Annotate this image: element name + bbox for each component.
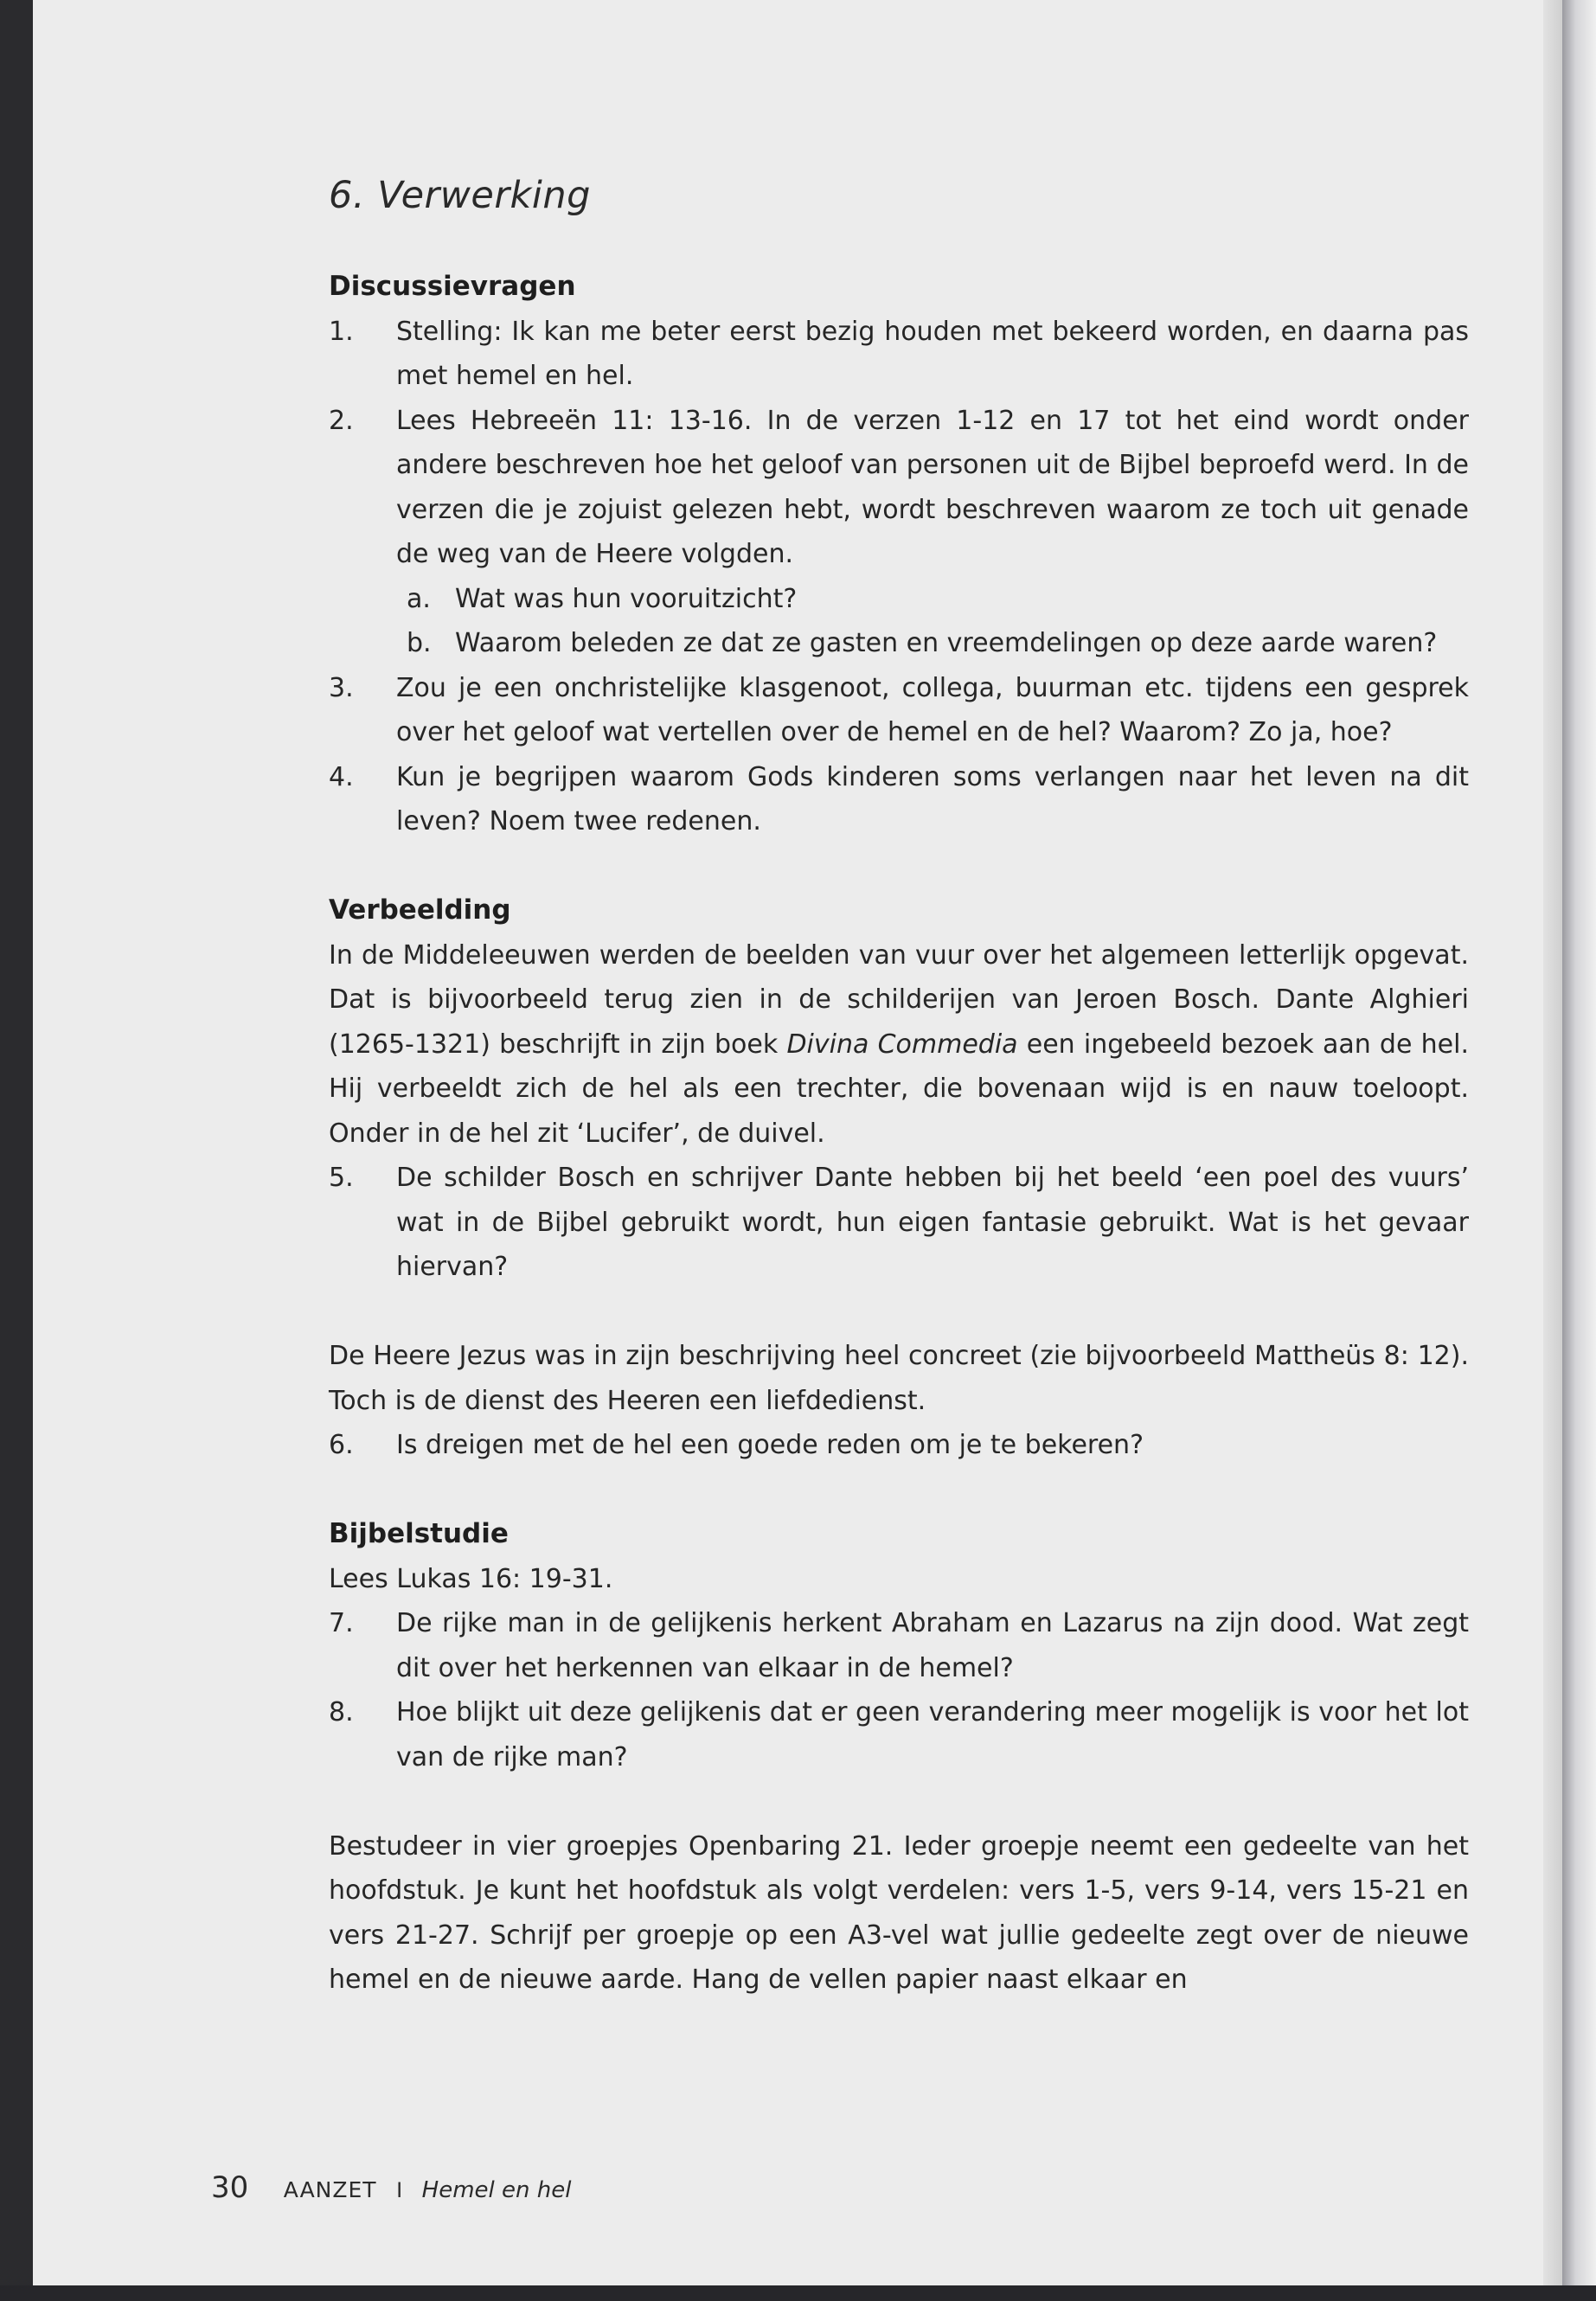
bijbelstudie-intro: Lees Lukas 16: 19-31. [329,1563,613,1594]
page-number: 30 [211,2170,249,2205]
question-number: 5. [329,1163,354,1193]
question-text: De rijke man in de gelijkenis herkent Abraham en Lazarus na zijn dood. Wat zegt dit over het herkennen van elkaar in de hemel? [396,1608,1469,1683]
question-number: 2. [329,405,354,436]
question-text: Is dreigen met de hel een goede reden om je te bekeren? [396,1430,1144,1460]
question-text: Hoe blijkt uit deze gelijkenis dat er geen verandering meer mogelijk is voor het lot van de rijke man? [396,1697,1469,1772]
subquestion-label: b. [407,628,432,658]
bijbelstudie-heading: Bijbelstudie [329,1518,509,1549]
question-number: 7. [329,1608,354,1638]
subquestion-text: Waarom beleden ze dat ze gasten en vreemdelingen op deze aarde waren? [455,628,1438,658]
subquestion-2b [396,621,1469,666]
paragraph-spacer [329,1779,1469,1824]
verbeelding-paragraph-2: De Heere Jezus was in zijn beschrijving heel concreet (zie bijvoorbeeld Mattheüs 8: 12). Toch is de dienst des Heeren een liefdedienst. [329,1341,1469,1416]
footer-separator: I [396,2178,403,2202]
question-number: 1. [329,316,354,347]
bijbelstudie-list [329,1601,1469,1779]
question-1 [329,310,1469,399]
page-footer [211,2169,571,2209]
subquestion-text: Wat was hun vooruitzicht? [455,583,798,614]
question-text: Stelling: Ik kan me beter eerst bezig houden met bekeerd worden, en daarna pas met hemel en hel. [396,316,1469,391]
book-page [33,0,1562,2285]
verbeelding-heading: Verbeelding [329,894,511,926]
section-title: 6. Verwerking [329,174,591,217]
question-5 [329,1156,1469,1290]
page-content [329,170,1469,2003]
question-3 [329,666,1469,755]
book-edge [1562,0,1596,2301]
paragraph-spacer [329,1290,1469,1335]
question-number: 8. [329,1697,354,1727]
book-title: Divina Commedia [786,1029,1018,1060]
topic-title: Hemel en hel [421,2177,572,2203]
question-text: Lees Hebreeën 11: 13-16. In de verzen 1-12 en 17 tot het eind wordt onder andere beschreven hoe het geloof van personen uit de Bijbel beproefd werd. In de verzen die je zojuist gelezen hebt, wordt beschreven waarom ze toch uit genade de weg van de Heere volgden. [396,405,1469,569]
series-name: AANZET [283,2177,377,2202]
discussievragen-list [329,310,1469,844]
question-2 [329,399,1469,666]
bijbelstudie-section [329,1512,1469,2003]
discussievragen-section [329,265,1469,844]
bijbelstudie-paragraph-2: Bestudeer in vier groepjes Openbaring 21. Ieder groepje neemt een gedeelte van het hoofdstuk. Je kunt het hoofdstuk als volgt verdelen: vers 1-5, vers 9-14, vers 15-21 en vers 21-27. Schrijf per groepje op een A3-vel wat jullie gedeelte zegt over de nieuwe hemel en de nieuwe aarde. Hang de vellen papier naast elkaar en [329,1830,1469,1995]
verbeelding-list-2 [329,1423,1469,1468]
section-spacer [329,844,1469,889]
question-text: Zou je een onchristelijke klasgenoot, collega, buurman etc. tijdens een gesprek over het geloof wat vertellen over de hemel en de hel? Waarom? Zo ja, hoe? [396,672,1469,747]
question-text: Kun je begrijpen waarom Gods kinderen soms verlangen naar het leven na dit leven? Noem twee redenen. [396,761,1469,836]
intro-text-start: In de Middeleeuwen werden de beelden van vuur over het algemeen letterlijk opgevat. Dat is bijvoorbeeld terug zien in de schilderijen van Jeroen Bosch. Dante Alghieri (1265-1321) beschrijft in zijn boek [329,939,1469,1060]
discussievragen-heading: Discussievragen [329,271,576,302]
question-number: 3. [329,672,354,703]
question-text: De schilder Bosch en schrijver Dante hebben bij het beeld ‘een poel des vuurs’ wat in de Bijbel gebruikt wordt, hun eigen fantasie gebruikt. Wat is het gevaar hiervan? [396,1163,1469,1282]
scan-bottom-edge [0,2285,1596,2301]
question-number: 4. [329,761,354,792]
intro-text-end: een ingebeeld bezoek aan de hel. Hij verbeeldt zich de hel als een trechter, die bovenaan wijd is en nauw toeloopt. Onder in de hel zit ‘Lucifer’, de duivel. [329,1029,1469,1149]
question-number: 6. [329,1430,354,1460]
subquestion-2a [396,577,1469,622]
question-7 [329,1601,1469,1690]
question-6 [329,1423,1469,1468]
section-spacer [329,1468,1469,1513]
subquestion-label: a. [407,583,431,614]
question-4 [329,755,1469,844]
verbeelding-list-1 [329,1156,1469,1290]
verbeelding-section [329,888,1469,1468]
question-8 [329,1690,1469,1779]
verbeelding-intro [329,933,1469,1157]
page-gutter-shade [1543,0,1562,2285]
question-2-sublist [396,577,1469,666]
